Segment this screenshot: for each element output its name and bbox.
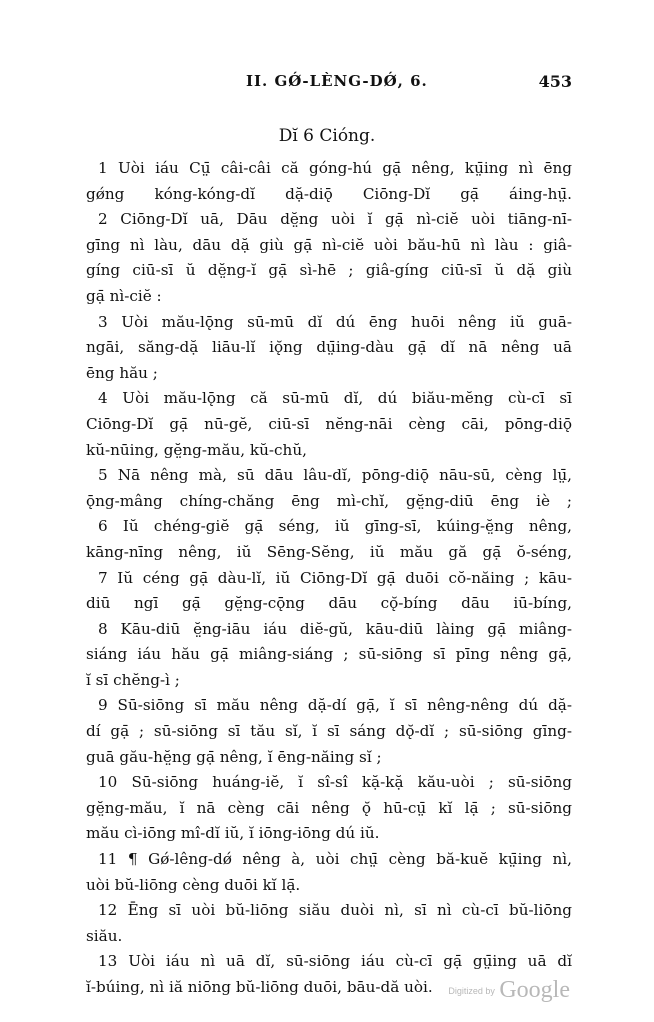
- text-line: siáng iáu hău gạ̄ miâng-siáng ; sū-siōng sī pīng nêng gạ̄,: [86, 645, 572, 664]
- text-line: uòi bŭ-liōng cèng duōi kĭ lạ̄.: [86, 875, 301, 894]
- text-line: ǭng-mâng chíng-chăng ēng mì-chĭ, gĕ̤ng-diū ēng iè ;: [86, 491, 572, 510]
- page-number: 453: [538, 72, 572, 91]
- text-line: gíng ciū-sī ŭ dĕ̤ng-ĭ gạ̄ sì-hē ; giâ-gíng ciū-sī ŭ dặ giù: [86, 261, 572, 280]
- text-line: 7 Iŭ céng gạ̄ dàu-lĭ, iŭ Ciōng-Dĭ gạ̄ duōi cŏ-năing ; kāu-: [98, 568, 572, 587]
- text-line: dí gạ̄ ; sū-siōng sī tău sĭ, ĭ sī sáng dǫ̆-dĭ ; sū-siōng gīng-: [86, 722, 572, 741]
- running-head: II. GǾ-LÈNG-DǾ, 6.: [246, 72, 428, 90]
- text-line: 12 Ēng sī uòi bŭ-liōng siău duòi nì, sī nì cù-cī bŭ-liōng: [98, 901, 572, 920]
- text-line: 9 Sū-siōng sī mău nêng dặ-dí gạ̄, ĭ sī nêng-nêng dú dặ-: [98, 696, 572, 715]
- text-line: 8 Kāu-diū ĕ̤ng-iāu iáu diĕ-gŭ, kāu-diū làing gạ̄ miâng-: [98, 619, 572, 638]
- text-line: 13 Uòi iáu nì uā dĭ, sū-siōng iáu cù-cī gạ̄ gṳ̄ing uā dĭ: [98, 952, 572, 971]
- text-line: siău.: [86, 926, 123, 945]
- body-text: [86, 156, 572, 1001]
- text-line: 3 Uòi mău-lǭng sū-mū dĭ dú ēng huōi nêng iŭ guā-: [98, 312, 572, 331]
- text-line: 4 Uòi mău-lǭng că sū-mū dĭ, dú biău-mĕng cù-cī sī: [98, 389, 572, 408]
- text-line: kŭ-nūing, gĕ̤ng-mău, kŭ-chŭ,: [86, 440, 307, 459]
- text-line: gīng nì làu, dāu dặ giù gạ̄ nì-ciĕ uòi bău-hū nì làu : giâ-: [86, 235, 572, 254]
- text-line: kāng-nīng nêng, iŭ Sēng-Sĕng, iŭ mău gă gạ̄ ŏ-séng,: [86, 542, 572, 561]
- text-line: gĕ̤ng-mău, ĭ nā cèng cāi nêng ǫ̆ hū-cṳ̄ kĭ lạ̄ ; sū-siōng: [86, 798, 572, 817]
- credit-brand: Google: [499, 977, 570, 1003]
- text-line: gǿng kóng-kóng-dĭ dặ-diǭ Ciōng-Dĭ gạ̄ áing-hṳ̄.: [86, 184, 572, 203]
- text-line: ĭ-búing, nì iă niōng bŭ-liōng duōi, bāu-dă uòi.: [86, 978, 433, 996]
- text-line: ēng hău ;: [86, 363, 158, 382]
- text-line: guā gău-hĕ̤ng gạ̄ nêng, ĭ ēng-năing sĭ ;: [86, 747, 382, 766]
- chapter-title: Dĭ 6 Cióng.: [278, 126, 376, 146]
- digitization-credit: [448, 977, 570, 1004]
- text-line: ĭ sī chĕng-ì ;: [86, 670, 180, 689]
- page-header: [86, 72, 572, 96]
- text-line: mău cì-iōng mî-dĭ iŭ, ĭ iōng-iōng dú iŭ.: [86, 824, 380, 843]
- credit-prefix: Digitized by: [448, 986, 495, 996]
- text-line: diū ngī gạ̄ gĕ̤ng-cǭng dāu cǫ̆-bíng dāu iū-bíng,: [86, 594, 572, 613]
- text-line: 6 Iŭ chéng-giĕ gạ̄ séng, iŭ gīng-sī, kúing-ĕ̤ng nêng,: [98, 517, 572, 536]
- text-line: 2 Ciōng-Dĭ uā, Dāu dĕ̤ng uòi ĭ gạ̄ nì-ciĕ uòi tiāng-nī-: [98, 210, 572, 229]
- text-line: 1 Uòi iáu Cṳ̄ câi-câi că góng-hú gạ̄ nêng, kṳ̄ing nì ēng: [98, 159, 572, 177]
- text-line: 5 Nā nêng mà, sū dāu lâu-dĭ, pōng-diǭ nāu-sū, cèng lṳ̄,: [98, 466, 572, 485]
- text-line: ngāi, săng-dặ liāu-lĭ iǫ̆ng dṳ̄ing-dàu gạ̄ dĭ nā nêng uā: [86, 338, 572, 357]
- text-line: 10 Sū-siōng huáng-iĕ, ĭ sî-sî kặ-kặ kău-uòi ; sū-siōng: [98, 773, 572, 792]
- text-line: 11 ¶ Gǿ-lêng-dǿ nêng à, uòi chṳ̄ cèng bă-kuĕ kṳ̄ing nì,: [98, 850, 572, 869]
- text-line: Ciōng-Dĭ gạ̄ nū-gĕ, ciū-sī nĕng-nāi cèng cāi, pōng-diǭ: [86, 414, 572, 433]
- text-line: gạ̄ nì-ciĕ :: [86, 286, 162, 305]
